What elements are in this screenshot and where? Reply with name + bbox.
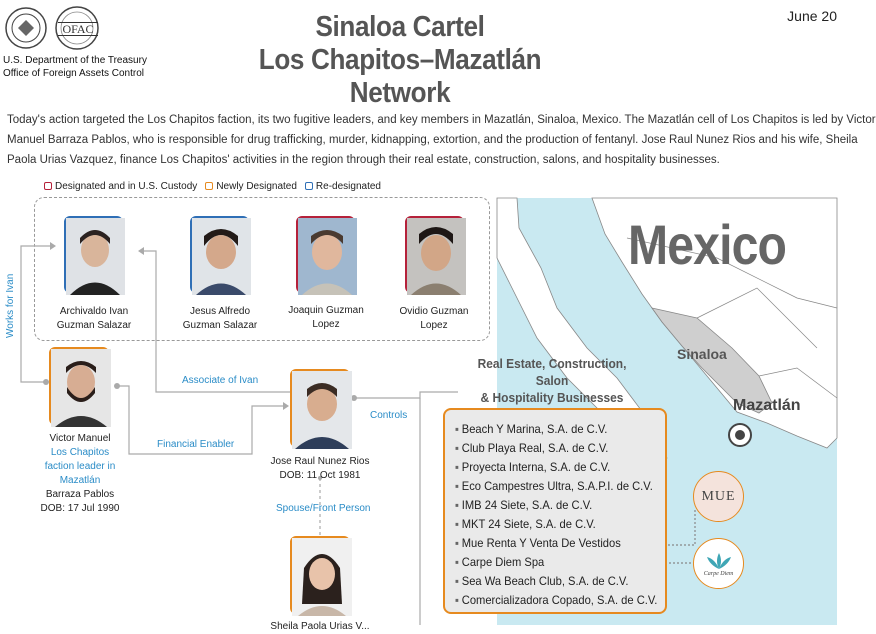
person-name-jose	[265, 455, 375, 483]
lotus-icon	[704, 551, 734, 571]
intro-line: Today's action targeted the Los Chapitos faction, its two fugitive leaders, and key members in Mazatlán, Sinaloa, Mexico. The Mazatlán cell of Los Chapitos is led by Victor	[7, 114, 876, 126]
photo-sheila	[290, 536, 350, 614]
mue-logo-text: MUE	[701, 488, 736, 504]
person-portrait-icon	[192, 218, 251, 295]
carpe-logo-text: Carpe Diem	[703, 570, 734, 577]
person-portrait-icon	[51, 349, 111, 427]
person-name-victor	[30, 432, 130, 516]
person-portrait-icon	[66, 218, 125, 295]
map-city-label: Mazatlán	[733, 397, 801, 414]
name-line: Jose Raul Nunez Rios	[270, 456, 370, 467]
list-item: ▪ Carpe Diem Spa	[455, 553, 650, 572]
page-title: Sinaloa Cartel	[315, 11, 485, 43]
list-item: ▪ Comercializadora Copado, S.A. de C.V.	[455, 591, 650, 610]
legend-label: Designated and in U.S. Custody	[55, 181, 198, 192]
dob-line: DOB: 17 Jul 1990	[40, 503, 120, 514]
list-item: ▪ Beach Y Marina, S.A. de C.V.	[455, 420, 650, 439]
name-line: Joaquin Guzman	[288, 305, 364, 316]
business-list	[443, 408, 667, 614]
intro-line: Paola Urias Vazquez, finance Los Chapitos' activities in the region through their real estate, construction, salons, and hospitality businesses.	[7, 154, 720, 166]
photo-jose	[290, 369, 350, 447]
person-name-ovidio	[384, 305, 484, 333]
name-line: Lopez	[420, 320, 448, 331]
person-name-joaquin	[276, 304, 376, 332]
edge-label-spouse: Spouse/Front Person	[276, 503, 371, 514]
name-line: Barraza Pablos	[45, 489, 115, 500]
photo-jesus	[190, 216, 249, 293]
release-date: June 20	[787, 8, 837, 24]
heading-line: & Hospitality Businesses	[480, 390, 624, 405]
person-name-sheila: Sheila Paola Urias V...	[270, 621, 370, 632]
mue-logo	[693, 471, 744, 522]
person-portrait-icon	[407, 218, 466, 295]
page-subtitle: Los Chapitos–Mazatlán Network	[258, 44, 542, 109]
agency-name: U.S. Department of the Treasury	[3, 55, 147, 66]
legend-label: Re-designated	[315, 181, 381, 192]
photo-joaquin	[296, 216, 355, 293]
list-item: ▪ IMB 24 Siete, S.A. de C.V.	[455, 496, 650, 515]
name-line: Lopez	[312, 319, 340, 330]
person-portrait-icon	[292, 371, 352, 449]
role-line: Los Chapitos	[50, 447, 110, 458]
edge-label-associate: Associate of Ivan	[182, 375, 259, 386]
name-line: Ovidio Guzman	[399, 306, 469, 317]
role-line: faction leader in	[44, 461, 116, 472]
person-name-archivaldo	[44, 305, 144, 333]
edge-label-financial: Financial Enabler	[157, 439, 235, 450]
dob-line: DOB: 11 Oct 1981	[279, 470, 361, 481]
person-portrait-icon	[298, 218, 357, 295]
list-item: ▪ Mue Renta Y Venta De Vestidos	[455, 534, 650, 553]
photo-archivaldo	[64, 216, 123, 293]
list-item: ▪ Proyecta Interna, S.A. de C.V.	[455, 458, 650, 477]
name-line: Victor Manuel	[49, 433, 111, 444]
name-line: Guzman Salazar	[56, 320, 132, 331]
person-name-jesus	[170, 305, 270, 333]
legend-label: Newly Designated	[216, 181, 297, 192]
list-item: ▪ MKT 24 Siete, S.A. de C.V.	[455, 515, 650, 534]
edge-label-works-for: Works for Ivan	[5, 273, 16, 338]
name-line: Jesus Alfredo	[189, 306, 251, 317]
list-item: ▪ Eco Campestres Ultra, S.A.P.I. de C.V.	[455, 477, 650, 496]
name-line: Guzman Salazar	[182, 320, 258, 331]
office-name: Office of Foreign Assets Control	[3, 68, 144, 79]
carpe-diem-logo	[693, 538, 744, 589]
role-line: Mazatlán	[59, 475, 101, 486]
person-portrait-icon	[292, 538, 352, 616]
map-state-label: Sinaloa	[677, 346, 727, 362]
edge-label-controls: Controls	[370, 410, 408, 421]
map-country-label: Mexico	[628, 213, 787, 276]
list-item: ▪ Club Playa Real, S.A. de C.V.	[455, 439, 650, 458]
ofac-logo-text: OFAC	[58, 22, 98, 36]
intro-line: Manuel Barraza Pablos, who is responsible for drug trafficking, murder, kidnapping, extortion, and the production of fentanyl. Jose Raul Nunez Rios and his wife, Sheila	[7, 134, 858, 146]
photo-victor	[49, 347, 109, 425]
photo-ovidio	[405, 216, 464, 293]
name-line: Archivaldo Ivan	[59, 306, 129, 317]
heading-line: Real Estate, Construction, Salon	[477, 356, 627, 388]
list-item: ▪ Sea Wa Beach Club, S.A. de C.V.	[455, 572, 650, 591]
